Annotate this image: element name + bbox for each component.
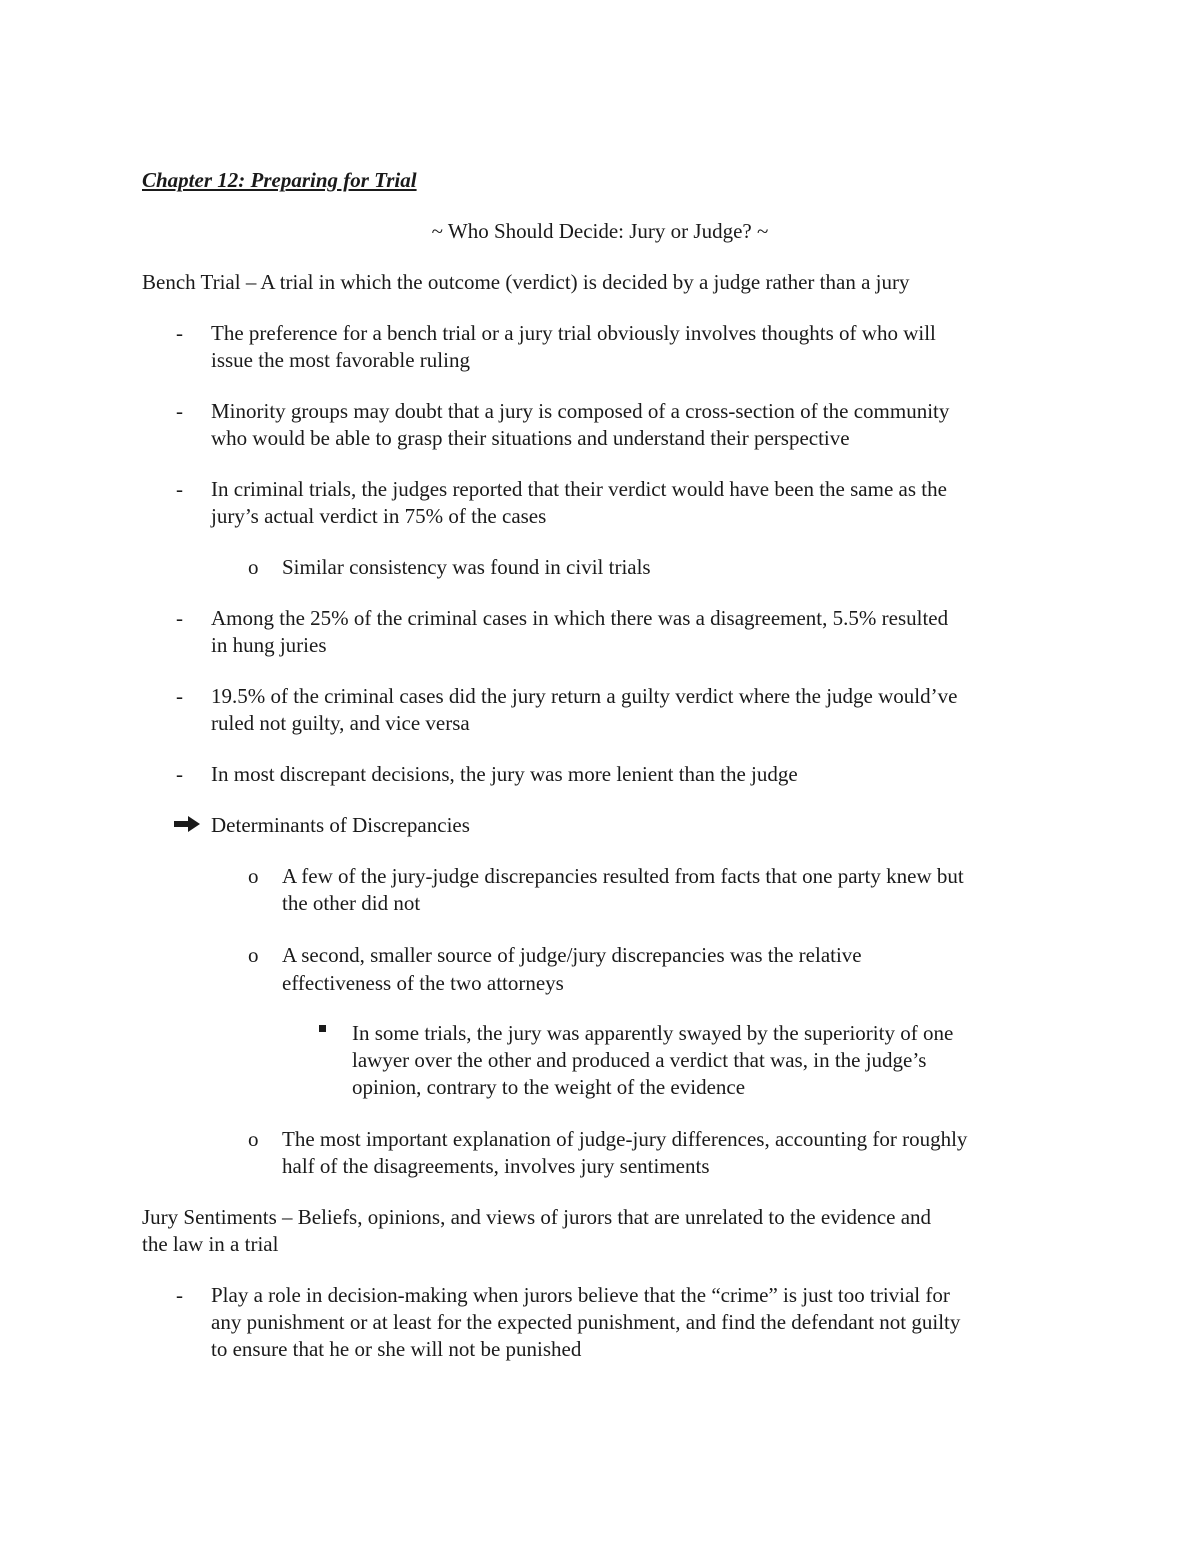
dash-bullet: -: [176, 606, 183, 630]
sub-bullet-text: the other did not: [282, 891, 421, 915]
bullet-text: any punishment or at least for the expected punishment, and find the defendant not guilty: [211, 1310, 961, 1334]
page-title: Chapter 12: Preparing for Trial: [142, 168, 417, 192]
circle-bullet: o: [248, 555, 259, 579]
jury-sentiments-definition: Jury Sentiments – Beliefs, opinions, and views of jurors that are unrelated to the evidence and: [142, 1205, 932, 1229]
bullet-text: 19.5% of the criminal cases did the jury return a guilty verdict where the judge would’ve: [211, 684, 958, 708]
bullet-text: Minority groups may doubt that a jury is composed of a cross-section of the community: [211, 399, 950, 423]
circle-bullet: o: [248, 1127, 259, 1151]
dash-bullet: -: [176, 399, 183, 423]
sub-sub-bullet-text: In some trials, the jury was apparently swayed by the superiority of one: [352, 1021, 954, 1045]
determinants-heading: Determinants of Discrepancies: [211, 813, 470, 837]
sub-sub-bullet-text: lawyer over the other and produced a verdict that was, in the judge’s: [352, 1048, 927, 1072]
bullet-text: Play a role in decision-making when jurors believe that the “crime” is just too trivial for: [211, 1283, 950, 1307]
section-heading: ~ Who Should Decide: Jury or Judge? ~: [431, 219, 769, 243]
bullet-text: to ensure that he or she will not be punished: [211, 1337, 582, 1361]
bench-trial-definition: Bench Trial – A trial in which the outcome (verdict) is decided by a judge rather than a jury: [142, 270, 910, 294]
dash-bullet: -: [176, 762, 183, 786]
bullet-text: The preference for a bench trial or a jury trial obviously involves thoughts of who will: [211, 321, 936, 345]
sub-bullet-text: effectiveness of the two attorneys: [282, 971, 564, 995]
jury-sentiments-definition: the law in a trial: [142, 1232, 279, 1256]
bullet-text: in hung juries: [211, 633, 327, 657]
sub-bullet-text: A few of the jury-judge discrepancies resulted from facts that one party knew but: [282, 864, 964, 888]
bullet-text: Among the 25% of the criminal cases in which there was a disagreement, 5.5% resulted: [211, 606, 949, 630]
sub-bullet-text: Similar consistency was found in civil trials: [282, 555, 651, 579]
dash-bullet: -: [176, 321, 183, 345]
square-bullet-icon: [319, 1025, 326, 1032]
dash-bullet: -: [176, 477, 183, 501]
circle-bullet: o: [248, 943, 259, 967]
bullet-text: In most discrepant decisions, the jury was more lenient than the judge: [211, 762, 798, 786]
circle-bullet: o: [248, 864, 259, 888]
bullet-text: issue the most favorable ruling: [211, 348, 470, 372]
dash-bullet: -: [176, 684, 183, 708]
bullet-text: jury’s actual verdict in 75% of the cases: [211, 504, 547, 528]
sub-bullet-text: A second, smaller source of judge/jury discrepancies was the relative: [282, 943, 862, 967]
bullet-text: ruled not guilty, and vice versa: [211, 711, 470, 735]
arrow-right-icon: [172, 814, 202, 834]
sub-bullet-text: half of the disagreements, involves jury sentiments: [282, 1154, 710, 1178]
dash-bullet: -: [176, 1283, 183, 1307]
bullet-text: who would be able to grasp their situations and understand their perspective: [211, 426, 850, 450]
sub-bullet-text: The most important explanation of judge-jury differences, accounting for roughly: [282, 1127, 968, 1151]
sub-sub-bullet-text: opinion, contrary to the weight of the evidence: [352, 1075, 746, 1099]
bullet-text: In criminal trials, the judges reported that their verdict would have been the same as the: [211, 477, 947, 501]
